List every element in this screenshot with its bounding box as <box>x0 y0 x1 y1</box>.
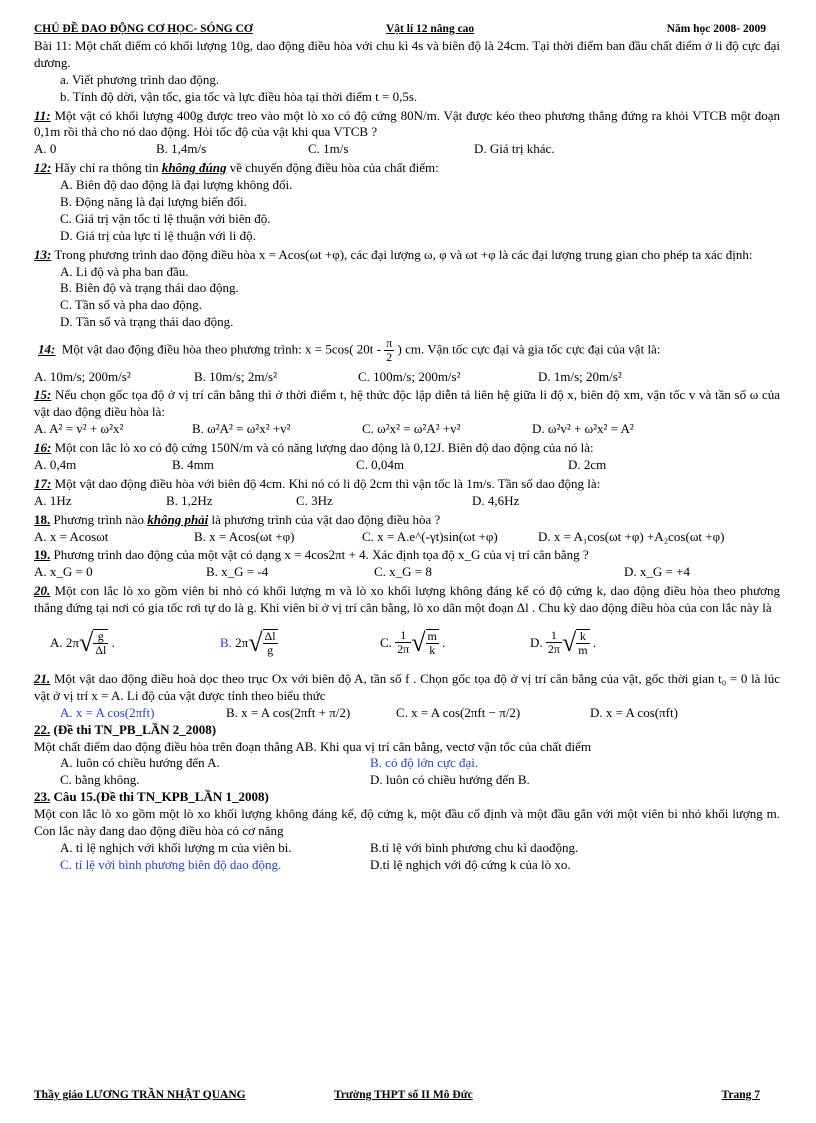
option-b: B.tỉ lệ với bình phương chu kì daođộng. <box>370 839 579 855</box>
fraction: $\frac{1}{2\pi}$ <box>547 628 560 657</box>
question-number: 21. <box>34 670 51 686</box>
option-a: A. x = Acosωt <box>34 528 109 544</box>
question-20-options <box>34 621 780 665</box>
question-19-options <box>34 564 780 581</box>
option-a: A. 0,4m <box>34 456 77 472</box>
option-a: A. luôn có chiều hướng đến A. <box>60 755 220 771</box>
option-d: D. x_G = +4 <box>624 564 690 580</box>
header-topic: CHỦ ĐỀ DAO ĐỘNG CƠ HỌC- SÓNG CƠ <box>34 23 253 35</box>
question-23-text: Một con lắc lò xo gồm một lò xo khối lượng không đáng kể, độ cứng k, một đầu cố định và một đầu gắn với một viên bi nhỏ khối lượng m. Con lắc này đang dao động điều hòa có cơ năng <box>34 806 780 838</box>
question-number: 23. <box>34 789 51 805</box>
option-a: A. Li độ và pha ban đầu. <box>60 263 189 279</box>
page-number: Trang 7 <box>721 1089 760 1101</box>
option-c: C. x_G = 8 <box>374 564 432 580</box>
option-d: D. Giá trị khác. <box>474 141 555 157</box>
option-d: D. x = A cos(πft) <box>590 704 678 720</box>
option-c: C. 100m/s; 200m/s² <box>358 368 461 384</box>
question-15-options <box>34 421 780 438</box>
option-a: A. tỉ lệ nghịch với khối lượng m của viên bi. <box>60 839 292 855</box>
question-16: 16: Một con lắc lò xo có độ cứng 150N/m và có năng lượng dao động là 0,12J. Biên độ dao động của nó là: <box>34 440 594 456</box>
option-a: A. x_G = 0 <box>34 564 93 580</box>
fraction: $\frac{\pi}{2}$ <box>386 336 393 365</box>
question-text: Một vật có khối lượng 400g được treo vào một lò xo có độ cứng 80N/m. Vật được kéo theo phương thẳng đứng ra khỏi VTCB một đoạn 0,1m rồi thả cho nó dao động. Hỏi tốc độ của vật khi qua VTCB ? <box>34 107 780 140</box>
question-21: 21. Một vật dao động điều hoà dọc theo trục Ox với biên độ A, tần số f . Chọn gốc tọa độ ở vị trí cân bằng của vật, gốc thời gian t₀ = 0 là lúc vật ở vị trí x = A. Li độ của vật được tính theo biểu thức <box>34 670 781 703</box>
option-a: A. 0 <box>34 141 57 157</box>
option-a: A. 1Hz <box>34 492 72 508</box>
square-root: √ $\frac{g}{\Delta l}$ <box>78 627 107 657</box>
option-d: D. Tần số và trạng thái dao động. <box>60 314 234 330</box>
option-d: D. ω²v² + ω²x² = A² <box>532 421 634 437</box>
option-d: D.tỉ lệ nghịch với độ cứng k của lò xo. <box>370 856 571 872</box>
key-word: không đúng <box>161 160 227 176</box>
question-22-options-row-1 <box>34 755 780 772</box>
question-number: 11: <box>34 107 51 123</box>
option-c: C. 0,04m <box>356 456 405 472</box>
question-source: Câu 15.(Đề thi TN_KPB_LẦN 1_2008) <box>53 789 269 805</box>
square-root: √ $\frac{m}{k}$ <box>411 627 437 657</box>
question-number: 13: <box>34 246 52 262</box>
option-b: B. Biên độ và trạng thái dao động. <box>60 280 239 296</box>
option-d: D. 2cm <box>568 456 607 472</box>
option-a: A. 2π √ $\frac{g}{\Delta l}$ . <box>50 627 115 657</box>
option-c: C. x = A cos(2πft − π/2) <box>396 704 521 720</box>
exercise-11-text: Bài 11: Một chất điểm có khối lượng 10g, dao động điều hòa với chu kì 4s và biên độ là 24cm. Tại thời điểm ban đầu chất điểm ở li độ cực đại dương. <box>34 38 780 70</box>
footer-teacher: Thầy giáo LƯƠNG TRẦN NHẬT QUANG <box>34 1089 246 1101</box>
question-number: 14: <box>38 341 56 357</box>
option-a: A. Biên độ dao động là đại lượng không đổi. <box>60 177 293 193</box>
exercise-11-part-a: a. Viết phương trình dao động. <box>60 71 220 87</box>
question-22 <box>34 722 780 739</box>
option-c: C. $\frac{1}{2\pi}$ √ $\frac{m}{k}$ . <box>380 627 446 657</box>
question-18-options <box>34 529 780 546</box>
option-a: A. A² = v² + ω²x² <box>34 421 124 437</box>
question-23-options-row-2 <box>34 857 780 874</box>
question-number: 16: <box>34 440 52 456</box>
option-b: B. ω²A² = ω²x² +v² <box>192 421 291 437</box>
option-c: C. ω²x² = ω²A² +v² <box>362 421 461 437</box>
option-d: D. luôn có chiều hướng đến B. <box>370 772 530 788</box>
header-school-year: Năm học 2008- 2009 <box>666 23 766 35</box>
option-b: B. 4mm <box>172 456 214 472</box>
question-14-options <box>34 369 780 386</box>
option-d: D. 1m/s; 20m/s² <box>538 368 622 384</box>
option-c: C. 1m/s <box>308 141 349 157</box>
option-d: D. Giá trị của lực tỉ lệ thuận với li độ. <box>60 227 256 243</box>
question-12: 12: Hãy chỉ ra thông tin không đúng về chuyển động điều hòa của chất điểm: <box>34 160 439 176</box>
exercise-11-part-b: b. Tính độ dời, vận tốc, gia tốc và lực điều hòa tại thời điểm t = 0,5s. <box>60 88 418 104</box>
option-b: B. x = A cos(2πft + π/2) <box>226 704 351 720</box>
option-c: C. tỉ lệ với bình phương biên độ dao động. <box>60 856 282 872</box>
question-14: 14: Một vật dao động điều hòa theo phương trình: x = 5cos( 20t - $\frac{\pi}{2}$ ) cm. Vận tốc cực đại và gia tốc cực đại của vật là: <box>38 336 661 365</box>
key-word: không phải <box>147 511 209 527</box>
question-number: 20. <box>34 583 51 599</box>
question-20: 20. Một con lắc lò xo gồm viên bi nhỏ có khối lượng m và lò xo khối lượng không đáng kể có độ cứng k, dao động điều hòa theo phương thẳng đứng tại nơi có gia tốc rơi tự do là g. Khi viên bi ở vị trí cân bằng, lò xo dãn một đoạn Δl . Chu kỳ dao động điều hòa của con lắc này là <box>34 583 781 616</box>
option-b: B. 1,2Hz <box>166 492 213 508</box>
option-c: C. Giá trị vận tốc tỉ lệ thuận với biên độ. <box>60 210 271 226</box>
option-b: B. 1,4m/s <box>156 141 207 157</box>
question-source: (Đề thi TN_PB_LẦN 2_2008) <box>53 721 217 737</box>
option-d: D. 4,6Hz <box>472 492 520 508</box>
option-a: A. x = A cos(2πft) <box>60 704 155 720</box>
option-b: B. có độ lớn cực đại. <box>370 755 479 771</box>
option-c: C. x = A.e^(-γt)sin(ωt +φ) <box>362 528 498 544</box>
question-18: 18. Phương trình nào không phải là phương trình của vật dao động điều hòa ? <box>34 511 441 527</box>
question-22-options-row-2 <box>34 772 780 789</box>
question-19: 19. Phương trình dao động của một vật có dạng x = 4cos2πt + 4. Xác định tọa độ x_G của vị trí cân bằng ? <box>34 547 589 563</box>
header-subject: Vật lí 12 nâng cao <box>386 23 475 35</box>
fraction: $\frac{1}{2\pi}$ <box>397 628 410 657</box>
square-root: √ $\frac{k}{m}$ <box>561 627 588 657</box>
question-23-options-row-1 <box>34 840 780 857</box>
option-c: C. Tần số và pha dao động. <box>60 297 203 313</box>
option-b: B. x_G = -4 <box>206 564 269 580</box>
question-16-options <box>34 457 780 474</box>
option-d: D. $\frac{1}{2\pi}$ √ $\frac{k}{m}$ . <box>530 627 597 657</box>
option-b: B. Động năng là đại lượng biến đổi. <box>60 194 247 210</box>
question-23 <box>34 789 780 806</box>
option-c: C. bằng không. <box>60 772 140 788</box>
option-b: B. 2π √ $\frac{\Delta l}{g}$ <box>220 627 276 657</box>
square-root: √ $\frac{\Delta l}{g}$ <box>248 627 276 657</box>
footer-school: Trường THPT số II Mô Đức <box>334 1089 473 1101</box>
question-11-options <box>34 141 780 158</box>
option-b: B. x = Acos(ωt +φ) <box>194 528 295 544</box>
option-d: D. x = A₁cos(ωt +φ) +A₂cos(ωt +φ) <box>538 528 725 544</box>
question-number: 17: <box>34 475 52 491</box>
question-13: 13: Trong phương trình dao động điều hòa x = Acos(ωt +φ), các đại lượng ω, φ và ωt +φ là các đại lượng trung gian cho phép ta xác định: <box>34 246 753 262</box>
question-21-options <box>34 705 780 722</box>
option-a: A. 10m/s; 200m/s² <box>34 368 131 384</box>
question-11 <box>34 108 780 142</box>
question-15: 15: Nếu chọn gốc tọa độ ở vị trí cân bằng thì ở thời điểm t, hệ thức độc lập diễn tả liên hệ giữa li độ x, biên độ xm, vận tốc v và tần số ω của vật dao động điều hòa là: <box>34 387 781 420</box>
option-c: C. 3Hz <box>296 492 333 508</box>
question-17-options <box>34 493 780 510</box>
question-17: 17: Một vật dao động điều hòa với biên độ 4cm. Khi nó có li độ 2cm thì vận tốc là 1m/s. Tần số dao động là: <box>34 475 601 491</box>
question-number: 12: <box>34 160 52 176</box>
question-content <box>34 38 780 874</box>
question-number: 19. <box>34 547 51 563</box>
option-b: B. 10m/s; 2m/s² <box>194 368 277 384</box>
question-22-text: Một chất điểm dao động điều hòa trên đoạn thẳng AB. Khi qua vị trí cân bằng, vectơ vận tốc của chất điểm <box>34 738 592 754</box>
question-number: 18. <box>34 511 51 527</box>
question-number: 22. <box>34 721 51 737</box>
question-number: 15: <box>34 387 52 403</box>
